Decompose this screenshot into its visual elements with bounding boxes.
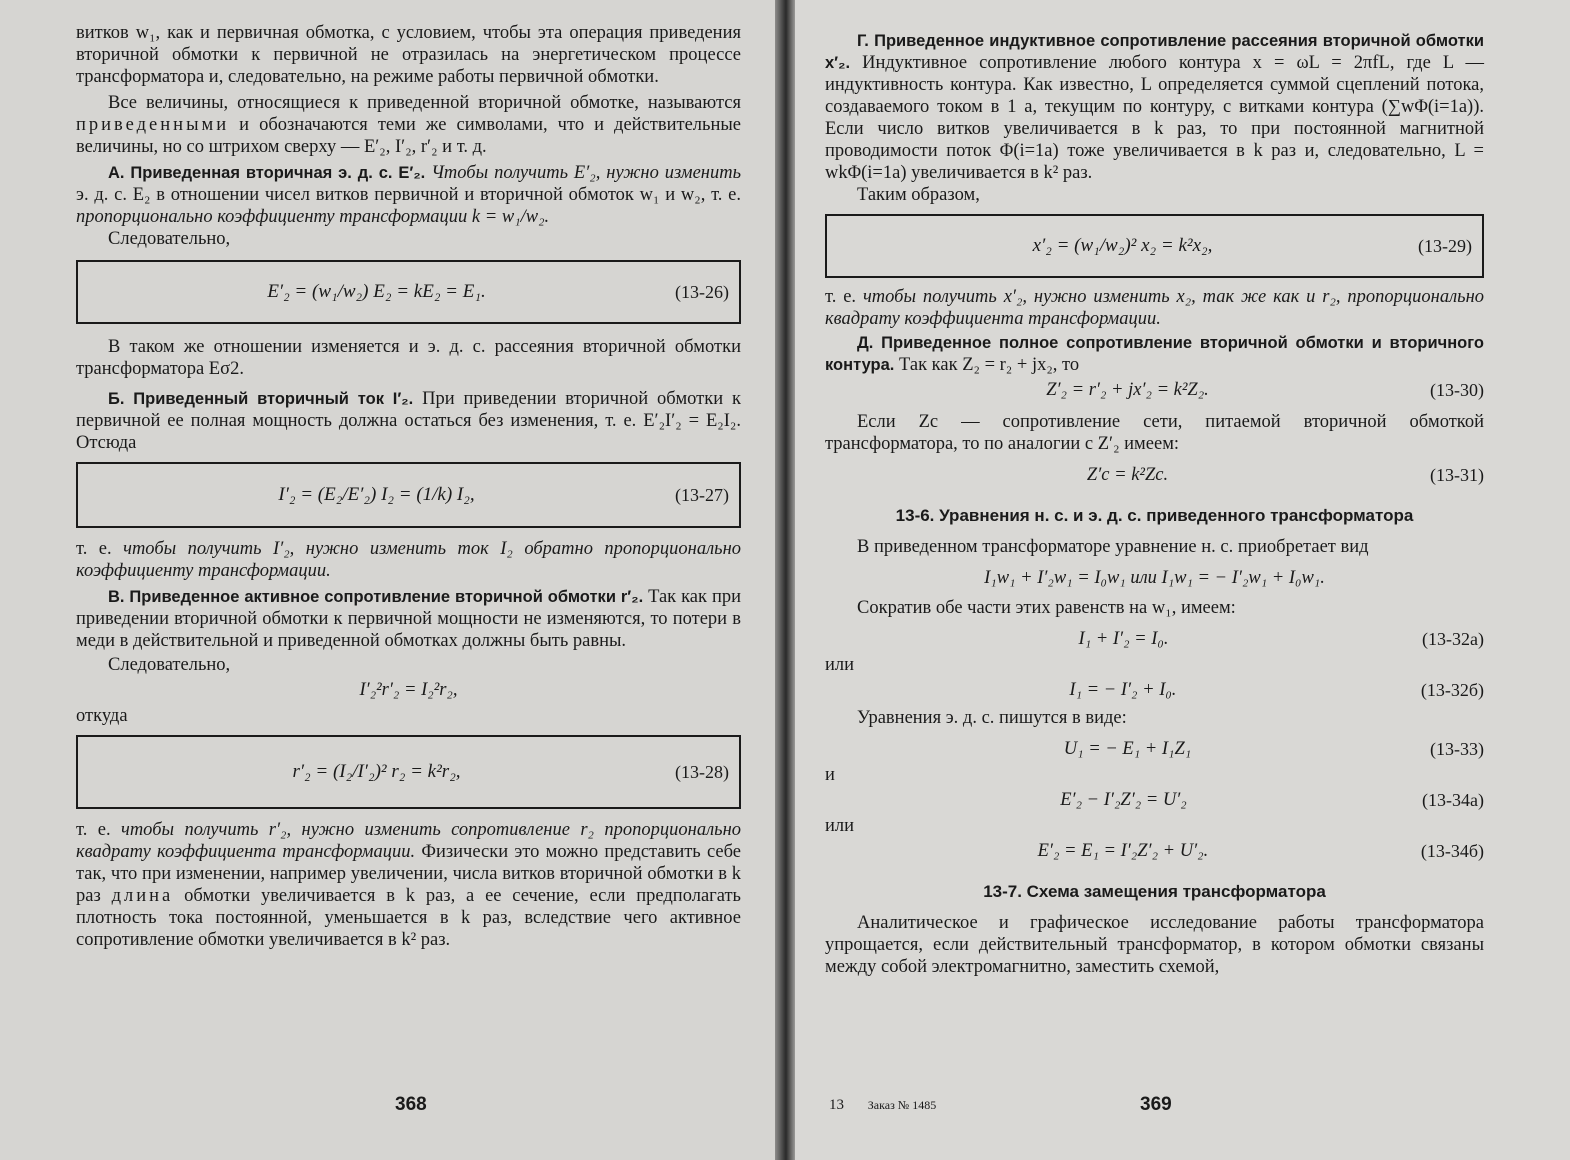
equation-box	[76, 260, 741, 324]
text: э. д. с. E₂ в отношении чисел витков первичной и вторичной обмоток w₁ и w₂, т. е.	[76, 185, 741, 205]
paragraph: Если Zc — сопротивление сети, питаемой вторичной обмоткой трансформатора, то по аналогии с Z′₂ имеем:	[825, 412, 1484, 454]
page-number: 369	[1140, 1094, 1172, 1115]
spaced-term: приведенными	[76, 115, 230, 135]
formula: E′₂ = (w₁/w₂) E₂ = kE₂ = E₁.	[267, 281, 486, 302]
paragraph	[76, 819, 741, 951]
subheading: Д. Приведенное полное сопротивление вторичной обмотки и вторичного контура.	[825, 334, 1484, 374]
formula: U₁ = − E₁ + I₁Z₁	[1063, 739, 1192, 759]
paragraph	[825, 332, 1484, 376]
paragraph	[76, 92, 741, 158]
formula: I′₂ = (E₂/E′₂) I₂ = (1/k) I₂,	[278, 484, 475, 505]
formula: r′₂ = (I₂/I′₂)² r₂ = k²r₂,	[292, 761, 461, 782]
text: и обозначаются теми же символами, что и действительные величины, но со штрихом сверху — E′₂, I′₂, r′₂ и т. д.	[76, 115, 741, 157]
formula: E′₂ − I′₂Z′₂ = U′₂	[1060, 790, 1187, 810]
equation-number: (13-32б)	[1420, 680, 1484, 700]
paragraph	[76, 388, 741, 454]
equation-line	[825, 380, 1484, 401]
paragraph	[76, 162, 741, 228]
section-heading: 13-7. Схема замещения трансформатора	[983, 882, 1326, 901]
paragraph	[825, 286, 1484, 330]
equation-number: (13-34б)	[1420, 841, 1484, 861]
subheading: Б. Приведенный вторичный ток I′₂.	[108, 390, 414, 408]
paragraph	[76, 586, 741, 652]
equation-number: (13-31)	[1430, 465, 1484, 485]
equation-number: (13-33)	[1430, 739, 1484, 759]
right-page	[795, 0, 1570, 1160]
signature-number: 13	[829, 1097, 844, 1113]
paragraph: Следовательно,	[108, 655, 231, 675]
paragraph: откуда	[76, 706, 128, 726]
equation-line	[825, 629, 1484, 650]
connector-text: и	[825, 765, 835, 785]
equation-box	[76, 462, 741, 528]
left-page	[0, 0, 775, 1160]
formula: I₁w₁ + I′₂w₁ = I₀w₁ или I₁w₁ = − I′₂w₁ + I₀w₁.	[984, 568, 1325, 588]
text: При приведении вторичной обмотки к первичной ее полная мощность должна остаться без изменения, т. е. E′₂I′₂ = E₂I₂. Отсюда	[76, 389, 741, 453]
italic-text: Чтобы получить E′₂, нужно изменить	[431, 163, 741, 183]
equation-line	[825, 790, 1484, 811]
italic-text: чтобы получить x′₂, нужно изменить x₂, так же как и r₂, пропорционально квадрату коэффициента трансформации.	[825, 287, 1485, 329]
subheading: В. Приведенное активное сопротивление вторичной обмотки r′₂.	[108, 588, 644, 606]
text: т. е.	[76, 539, 112, 559]
italic-text: чтобы получить I′₂, нужно изменить ток I₂ обратно пропорционально коэффициенту трансформации.	[76, 539, 742, 581]
text: Все величины, относящиеся к приведенной вторичной обмотке, называются	[108, 93, 741, 113]
paragraph: Таким образом,	[857, 185, 980, 205]
equation-box	[76, 735, 741, 809]
text: Физически это можно представить себе так, что при изменении, например увеличении, числа витков вторичной обмотки в k раз	[76, 842, 742, 906]
equation-number: (13-34а)	[1422, 790, 1484, 810]
equation-line	[825, 841, 1484, 862]
paragraph	[825, 30, 1484, 184]
formula: I′₂²r′₂ = I₂²r₂,	[359, 680, 458, 700]
subheading: А. Приведенная вторичная э. д. с. E′₂.	[108, 164, 426, 182]
formula: x′₂ = (w₁/w₂)² x₂ = k²x₂,	[1032, 235, 1213, 256]
paragraph: витков w₁, как и первичная обмотка, с условием, чтобы эта операция приведения вторичной обмотки к первичной не отразилась на энергетическом процессе трансформатора и, следовательно, на режиме работы первичной обмотки.	[76, 23, 741, 87]
equation-box	[825, 214, 1484, 278]
paragraph: Аналитическое и графическое исследование работы трансформатора упрощается, если действительный трансформатор, в котором обмотки связаны между собой электромагнитно, заместить схемой,	[825, 913, 1484, 977]
spaced-term: длина	[111, 886, 174, 906]
order-number: Заказ № 1485	[867, 1098, 937, 1112]
book-gutter	[775, 0, 795, 1160]
paragraph: Следовательно,	[108, 229, 231, 249]
formula: I₁ = − I′₂ + I₀.	[1069, 680, 1177, 700]
equation-line	[76, 680, 741, 701]
page-number: 368	[395, 1094, 427, 1115]
text: т. е.	[825, 287, 857, 307]
text: Так как Z₂ = r₂ + jx₂, то	[899, 355, 1080, 375]
equation-number: (13-30)	[1430, 380, 1484, 400]
text: т. е.	[76, 820, 111, 840]
italic-text: пропорционально коэффициенту трансформации k = w₁/w₂.	[76, 207, 550, 227]
formula: Z′₂ = r′₂ + jx′₂ = k²Z₂.	[1046, 380, 1209, 400]
equation-line	[825, 680, 1484, 701]
connector-text: или	[825, 655, 855, 675]
paragraph: В приведенном трансформаторе уравнение н. с. приобретает вид	[857, 537, 1369, 557]
text: обмотки увеличивается в k раз, а ее сечение, если предполагать плотность тока постоянной, уменьшается в k раз, вследствие чего активное сопротивление обмотки увеличивается в k² раз.	[76, 886, 741, 950]
text: Индуктивное сопротивление любого контура x = ωL = 2πfL, где L — индуктивность контура. Как известно, L определяется суммой сцеплений потока, создаваемого током в 1 а, текущим по контуру, с витками контура (∑wΦ(i=1a)). Если число витков увеличивается в k раз, то при постоянной магнитной проводимости поток Φ(i=1a) тоже увеличивается в k раз и, следовательно, L = wkΦ(i=1a) увеличивается в k² раз.	[825, 53, 1485, 183]
footer-signature	[829, 1097, 936, 1114]
equation-number: (13-29)	[1418, 235, 1472, 256]
paragraph	[76, 538, 741, 582]
section-heading: 13-6. Уравнения н. с. и э. д. с. приведенного трансформатора	[895, 506, 1414, 525]
formula: Z′c = k²Zc.	[1086, 465, 1169, 485]
formula: E′₂ = E₁ = I′₂Z′₂ + U′₂.	[1037, 841, 1209, 861]
text: Так как при приведении вторичной обмотки к первичной мощности не изменяются, то потери в меди в действительной и приведенной обмотках должны быть равны.	[76, 587, 741, 651]
paragraph: Сократив обе части этих равенств на w₁, имеем:	[857, 598, 1236, 618]
connector-text: или	[825, 816, 855, 836]
equation-line	[825, 739, 1484, 760]
paragraph: В таком же отношении изменяется и э. д. с. рассеяния вторичной обмотки трансформатора Eσ2.	[76, 337, 741, 379]
italic-text: чтобы получить r′₂, нужно изменить сопротивление r₂ пропорционально квадрату коэффициента трансформации.	[76, 820, 741, 862]
subheading: Г. Приведенное индуктивное сопротивление рассеяния вторичной обмотки x′₂.	[825, 32, 1484, 72]
equation-number: (13-28)	[675, 761, 729, 782]
equation-line	[825, 465, 1484, 486]
equation-line	[825, 568, 1484, 589]
formula: I₁ + I′₂ = I₀.	[1078, 629, 1169, 649]
equation-number: (13-32а)	[1422, 629, 1484, 649]
paragraph: Уравнения э. д. с. пишутся в виде:	[857, 708, 1127, 728]
equation-number: (13-26)	[675, 281, 729, 302]
equation-number: (13-27)	[675, 484, 729, 505]
